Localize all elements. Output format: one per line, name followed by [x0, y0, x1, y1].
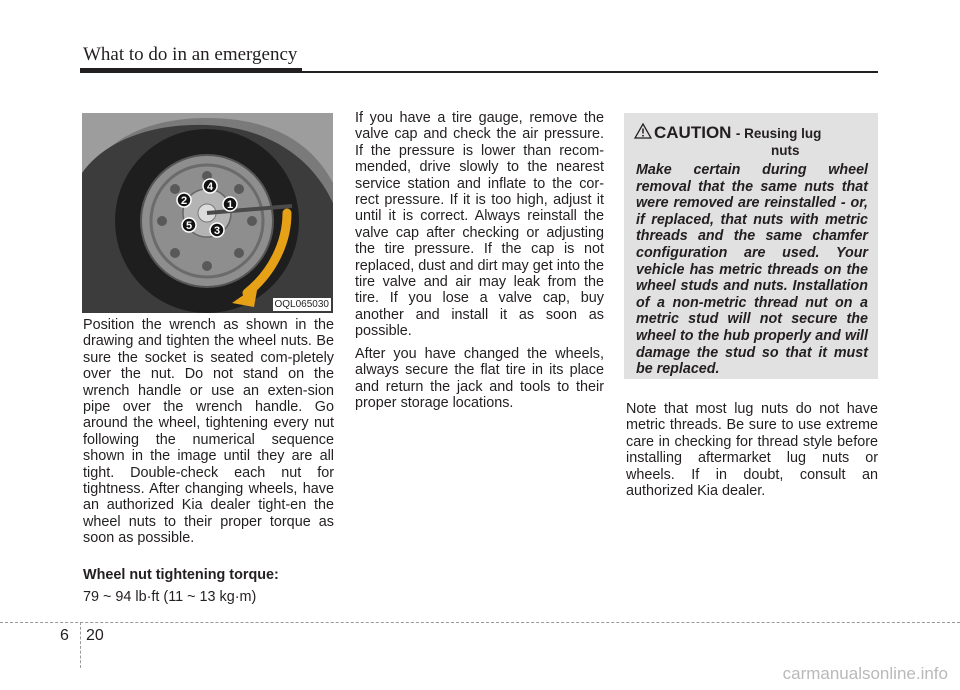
footer-rule: [0, 622, 960, 623]
nut-number-overlay: [82, 113, 333, 313]
chapter-number: 6: [60, 627, 69, 644]
warning-triangle-icon: [634, 123, 652, 139]
watermark: carmanualsonline.info: [782, 664, 948, 683]
nut-label-2: 2: [180, 195, 188, 207]
page-header-title: What to do in an emergency: [83, 44, 298, 65]
nut-label-3: 3: [213, 225, 221, 237]
torque-label: Wheel nut tightening torque:: [83, 567, 279, 583]
caution-box: [624, 113, 878, 379]
metric-threads-paragraph: Note that most lug nuts do not have metric threads. Be sure to use extreme care in checking for thread style before installing aftermarket lug nuts or wheels. If in doubt, consult an authorized Kia dealer.: [626, 401, 878, 500]
wrench-instructions-paragraph: Position the wrench as shown in the drawing and tighten the wheel nuts. Be sure the socket is seated com-pletely over the nut. Do not stand on the wrench handle or use an exten-sion pipe over the wrench handle. Go around the wheel, tightening every nut following the numerical sequence shown in the image until they are all tight. Double-check each nut for tightness. After changing wheels, have an authorized Kia dealer tight-en the wheel nuts to their proper torque as soon as possible.: [83, 317, 334, 547]
header-rule-thick: [80, 68, 302, 73]
column1-text: [83, 317, 334, 547]
caution-subtitle: - Reusing lug: [735, 126, 822, 141]
storage-paragraph: After you have changed the wheels, always secure the flat tire in its place and return the jack and tools to their proper storage locations.: [355, 345, 604, 411]
caution-subtitle-line2: nuts: [771, 143, 800, 158]
caution-heading: [654, 123, 874, 143]
column2-text: [355, 110, 604, 411]
footer-divider: [80, 622, 81, 668]
column3-text: [626, 401, 878, 499]
caution-word: CAUTION: [654, 123, 732, 142]
header-rule-thin: [302, 71, 878, 73]
torque-value: 79 ~ 94 lb·ft (11 ~ 13 kg·m): [83, 589, 257, 605]
nut-label-5: 5: [185, 220, 193, 232]
tire-pressure-paragraph: If you have a tire gauge, remove the valve cap and check the air pressure. If the pressure is lower than recom-mended, drive slowly to the nearest service station and inflate to the cor-rect pressure. If it is too high, adjust it until it is correct. Always reinstall the valve cap after checking or adjusting the tire pressure. If the cap is not replaced, dust and dirt may get into the tire valve and air may leak from the tire. If you lose a valve cap, buy another and install it as soon as possible.: [355, 110, 604, 340]
wheel-nut-tightening-illustration: [82, 113, 333, 313]
nut-label-1: 1: [226, 199, 234, 211]
page-number: 20: [86, 627, 104, 644]
figure-code: OQL065030: [274, 299, 329, 310]
nut-label-4: 4: [206, 181, 214, 193]
caution-text: Make certain during wheel removal that the same nuts that were removed are reinstalled - or, if replaced, that nuts with metric threads and the same chamfer configuration are used. Your vehicle has metric threads on the wheel studs and nuts. Installation of a non-metric thread nut on a metric stud will not secure the wheel to the hub properly and will damage the stud so that it must be replaced.: [636, 162, 868, 378]
